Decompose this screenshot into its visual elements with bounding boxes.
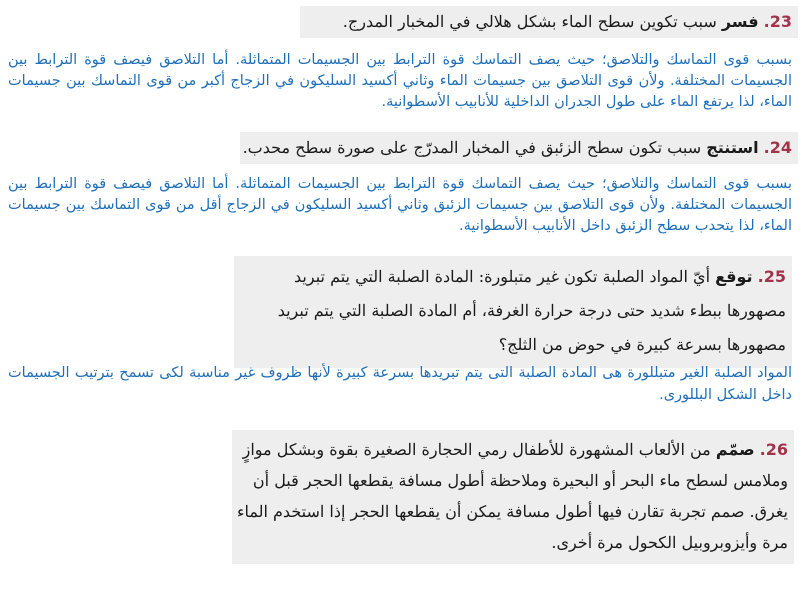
answer-24: بسبب قوى التماسك والتلاصق؛ حيث يصف التماسك قوة الترابط بين الجسيمات المتماثلة. أما التلاصق فيصف قوة الترابط بين الجسيمات المختلفة. ولأن قوى التلاصق بين جسيمات الزئبق وثاني أكسيد السليكون في الزجاج أقل من قوى التماسك بين جسيمات الماء، لذا يتحدب سطح الزئبق داخل الأنابيب الأسطوانية. <box>8 176 792 234</box>
question-text: من الألعاب المشهورة للأطفال رمي الحجارة الصغيرة بقوة وبشكل موازٍ وملامس لسطح ماء البحر أو البحيرة وملاحظة أطول مسافة يقطعها الحجر قبل أن يغرق. صمم تجربة تقارن فيها أطول مسافة يمكن أن يقطعها الحجر إذا استخدم الماء مرة وأيزوبروبيل الكحول مرة أخرى. <box>236 440 788 552</box>
question-number: 24. <box>763 138 792 157</box>
question-text: سبب تكون سطح الزئبق في المخبار المدرّج على صورة سطح محدب. <box>242 138 702 157</box>
answer-23: بسبب قوى التماسك والتلاصق؛ حيث يصف التماسك قوة الترابط بين الجسيمات المتماثلة. أما التلاصق فيصف قوة الترابط بين الجسيمات المختلفة. ولأن قوى التلاصق بين جسيمات الماء وثاني أكسيد السليكون في الزجاج أكبر من قوى التماسك بين جسيمات الماء، لذا يرتفع الماء على طول الجدران الداخلية للأنابيب الأسطوانية. <box>8 52 792 110</box>
question-text: سبب تكوين سطح الماء بشكل هلالي في المخبار المدرج. <box>342 12 717 31</box>
question-26 <box>232 430 794 564</box>
question-23 <box>300 6 798 38</box>
question-25 <box>234 256 792 368</box>
question-number: 25. <box>757 267 786 286</box>
question-verb: فسر <box>721 12 759 31</box>
question-24 <box>240 132 798 164</box>
question-number: 26. <box>759 440 788 459</box>
question-verb: استنتج <box>706 138 759 157</box>
question-number: 23. <box>763 12 792 31</box>
question-verb: صمّم <box>715 440 755 459</box>
question-verb: توقع <box>715 267 753 286</box>
question-text: أيّ المواد الصلبة تكون غير متبلورة: المادة الصلبة التي يتم تبريد مصهورها ببطء شديد حتى درجة حرارة الغرفة، أم المادة الصلبة التي يتم تبريد مصهورها بسرعة كبيرة في حوض من الثلج؟ <box>277 267 786 354</box>
answer-25: المواد الصلبة الغير متبللورة هى المادة الصلبة التى يتم تبريدها بسرعة كبيرة لأنها ظروف غير مناسبة لكى تسمح بترتيب الجسيمات داخل الشكل البللورى. <box>8 365 792 403</box>
